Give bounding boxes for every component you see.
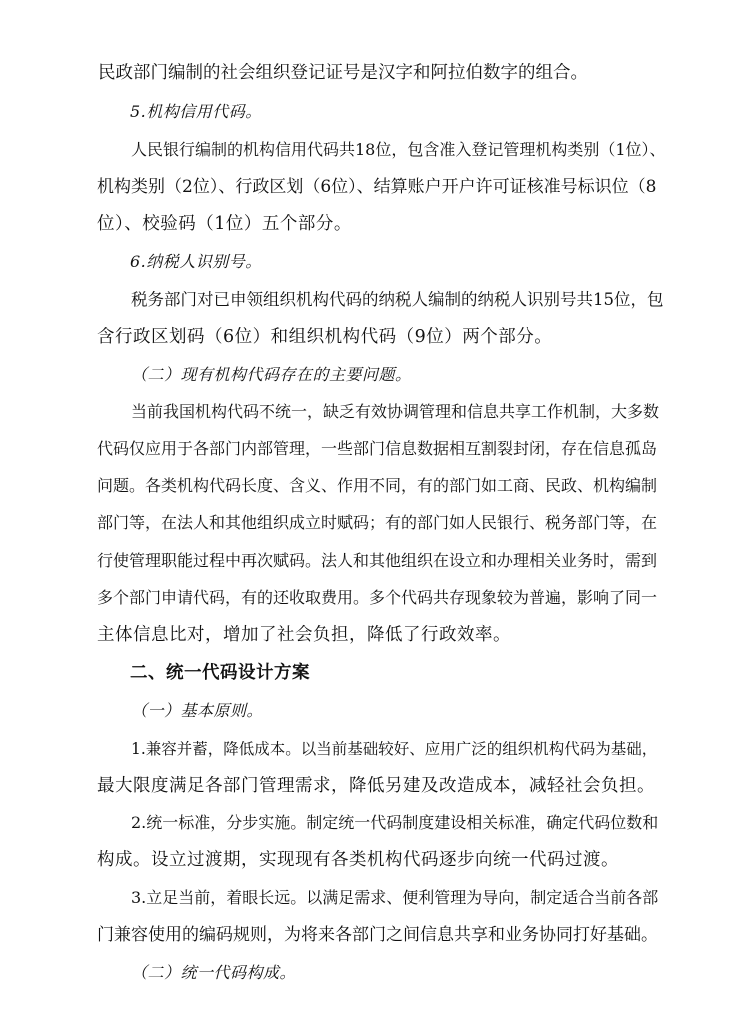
- paragraph-line: 含行政区划码（6位）和组织机构代码（9位）两个部分。: [97, 327, 553, 347]
- paragraph-line: 位）、校验码（1位）五个部分。: [97, 214, 352, 234]
- section-heading: 6.纳税人识别号。: [130, 252, 262, 271]
- paragraph-line: 问题。各类机构代码长度、含义、作用不同，有的部门如工商、民政、机构编制: [97, 476, 658, 495]
- section-heading: （二）现有机构代码存在的主要问题。: [131, 365, 412, 384]
- paragraph-line: 代码仅应用于各部门内部管理，一些部门信息数据相互割裂封闭，存在信息孤岛: [97, 439, 658, 458]
- paragraph-line: 人民银行编制的机构信用代码共18位，包含准入登记管理机构类别（1位）、: [131, 140, 666, 159]
- chapter-heading: 二、统一代码设计方案: [130, 663, 310, 683]
- section-heading: （一）基本原则。: [131, 701, 264, 720]
- paragraph-line: 3.立足当前，着眼长远。以满足需求、便利管理为导向，制定适合当前各部: [131, 888, 659, 907]
- paragraph-line: 民政部门编制的社会组织登记证号是汉字和阿拉伯数字的组合。: [98, 63, 588, 83]
- paragraph-line: 部门等，在法人和其他组织成立时赋码；有的部门如人民银行、税务部门等，在: [97, 513, 658, 532]
- paragraph-line: 多个部门申请代码，有的还收取费用。多个代码共存现象较为普遍，影响了同一: [97, 588, 658, 607]
- section-heading: （二）统一代码构成。: [131, 963, 297, 982]
- paragraph-line: 行使管理职能过程中再次赋码。法人和其他组织在设立和办理相关业务时，需到: [97, 551, 658, 570]
- paragraph-line: 机构类别（2位）、行政区划（6位）、结算账户开户许可证核准号标识位（8: [97, 177, 657, 197]
- paragraph-line: 最大限度满足各部门管理需求，降低另建及改造成本，减轻社会负担。: [97, 776, 655, 796]
- paragraph-line: 当前我国机构代码不统一，缺乏有效协调管理和信息共享工作机制，大多数: [131, 402, 660, 421]
- section-heading: 5.机构信用代码。: [130, 102, 262, 121]
- paragraph-line: 1.兼容并蓄，降低成本。以当前基础较好、应用广泛的组织机构代码为基础，: [131, 740, 658, 758]
- paragraph-line: 税务部门对已申领组织机构代码的纳税人编制的纳税人识别号共15位，包: [131, 290, 664, 309]
- paragraph-line: 构成。设立过渡期，实现现有各类机构代码逐步向统一代码过渡。: [97, 850, 619, 870]
- paragraph-line: 2.统一标准，分步实施。制定统一代码制度建设相关标准，确定代码位数和: [131, 813, 659, 832]
- paragraph-line: 主体信息比对，增加了社会负担，降低了行政效率。: [97, 625, 511, 645]
- paragraph-line: 门兼容使用的编码规则，为将来各部门之间信息共享和业务协同打好基础。: [97, 925, 658, 945]
